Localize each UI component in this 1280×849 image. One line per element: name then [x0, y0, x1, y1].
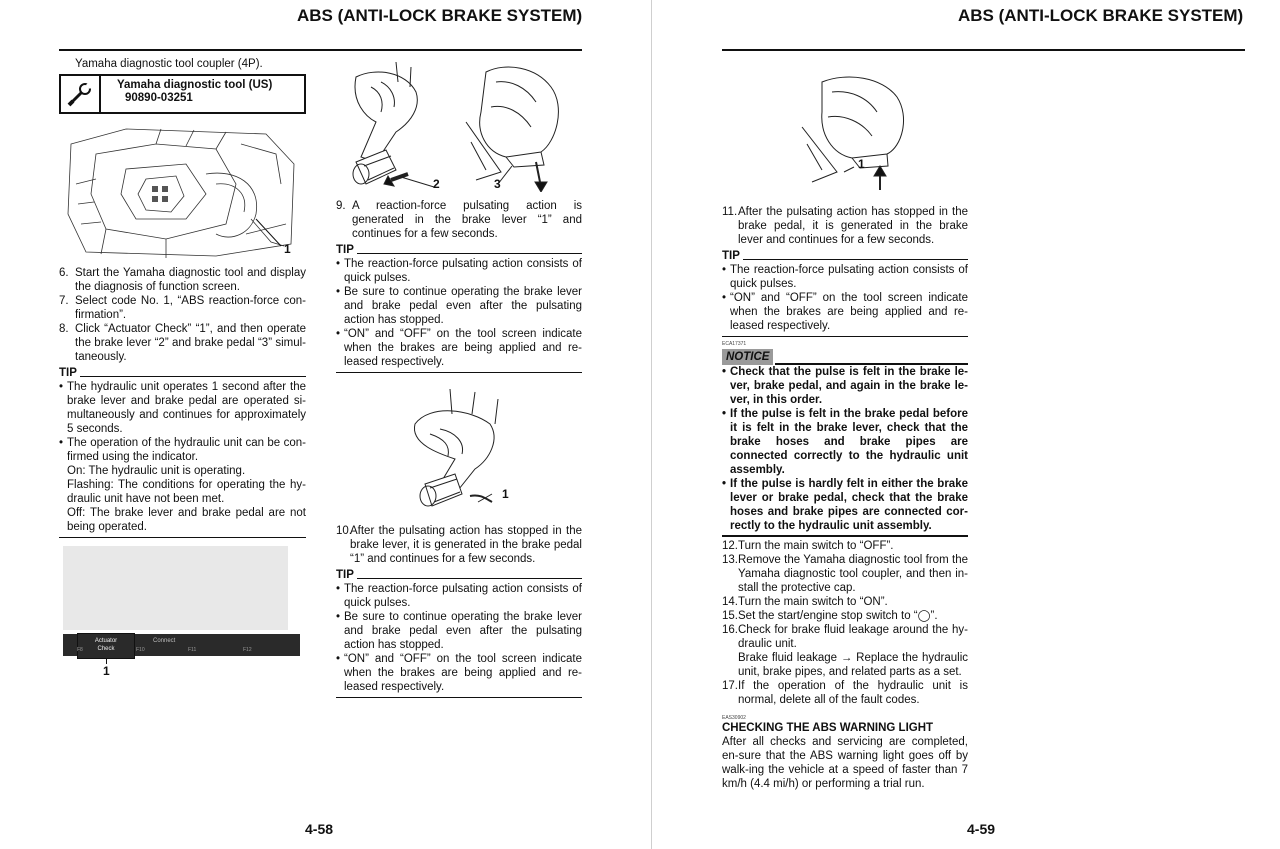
- tip-bullet: • The hydraulic unit operates 1 second after the brake lever and brake pedal are operated si-multaneously and continues for approximately 5 seconds.: [59, 381, 306, 435]
- brake-pedal-illustration: [792, 72, 912, 190]
- left-column-1: [59, 57, 306, 114]
- leak-line: Brake fluid leakage → Replace the hydraulic unit, brake pipes, and related parts as a set.: [738, 652, 968, 678]
- tool-part-number: 90890-03251: [125, 92, 193, 104]
- page-number: 4-59: [967, 821, 996, 837]
- tip-heading: TIP: [336, 568, 582, 582]
- left-steps: [59, 266, 306, 538]
- tip-bullet: • “ON” and “OFF” on the tool screen indicate when the brakes are being applied and re-leased respectively.: [722, 292, 968, 332]
- fkey-f8: F8: [77, 647, 83, 653]
- notice-bullet: • Check that the pulse is felt in the brake le-ver, brake pedal, and again in the brake le-ver, in this order.: [722, 366, 968, 406]
- tip-end-rule: [336, 697, 582, 698]
- step-11: 11. After the pulsating action has stopped in the brake pedal, it is generated in the brake lever and continues for a few seconds.: [722, 206, 968, 246]
- actuator-check-button[interactable]: Actuator Check: [77, 633, 135, 659]
- tip-heading: TIP: [59, 366, 306, 380]
- step-9: 9. A reaction-force pulsating action is generated in the brake lever “1” and continues for a few seconds.: [336, 200, 582, 240]
- notice-code: ECA17371: [722, 341, 747, 347]
- tip-heading: TIP: [336, 243, 582, 257]
- fkey-f10: F10: [136, 647, 145, 653]
- tip-heading: TIP: [722, 249, 968, 263]
- tip-end-rule: [59, 537, 306, 538]
- step-7: 7. Select code No. 1, “ABS reaction-force con-firmation”.: [59, 295, 306, 321]
- indicator-off: Off: The brake lever and brake pedal are not being operated.: [67, 507, 306, 533]
- notice-body: [722, 365, 968, 533]
- tip-bullet: • The reaction-force pulsating action consists of quick pulses.: [336, 258, 582, 284]
- tip-bullet: • The reaction-force pulsating action consists of quick pulses.: [722, 264, 968, 290]
- section-title: CHECKING THE ABS WARNING LIGHT: [722, 722, 934, 734]
- left-column-2-top: [336, 199, 582, 373]
- step-12: 12. Turn the main switch to “OFF”.: [722, 540, 894, 552]
- page-right: [652, 0, 1280, 849]
- tip-bullet: • The reaction-force pulsating action consists of quick pulses.: [336, 583, 582, 609]
- tip-end-rule: [722, 336, 968, 337]
- left-column-2-bottom: [336, 524, 582, 698]
- brake-lever-illustration: [400, 384, 520, 514]
- indicator-on: On: The hydraulic unit is operating.: [67, 465, 246, 477]
- tip-bullet: • The operation of the hydraulic unit can be con-firmed using the indicator.: [59, 437, 306, 463]
- step-10: 10. After the pulsating action has stopped in the brake lever, it is generated in the brake pedal “1” and continues for a few seconds.: [336, 525, 582, 565]
- fig1-callout-1: 1: [284, 242, 291, 256]
- indicator-flashing: Flashing: The conditions for operating the hy-draulic unit have not been met.: [67, 479, 306, 505]
- step-15: 15. Set the start/engine stop switch to “◯”.: [722, 610, 938, 622]
- notice-bullet: • If the pulse is felt in the brake pedal before it is felt in the brake lever, check that the brake hoses and brake pipes are connected correctly to the hydraulic unit assembly.: [722, 408, 968, 476]
- fig2-callout-1: 1: [502, 487, 509, 501]
- fig-callout-2: 2: [433, 177, 440, 191]
- wrench-icon: [61, 76, 101, 112]
- screen-callout-1: 1: [103, 664, 110, 678]
- step-17: 17. If the operation of the hydraulic unit is normal, delete all of the fault codes.: [722, 680, 968, 706]
- title-rule: [722, 49, 1245, 51]
- coupler-line: Yamaha diagnostic tool coupler (4P).: [75, 58, 263, 70]
- step-16: 16. Check for brake fluid leakage around the hy-draulic unit.: [722, 624, 968, 650]
- fkey-f12: F12: [243, 647, 252, 653]
- tip-bullet: • “ON” and “OFF” on the tool screen indicate when the brakes are being applied and re-leased respectively.: [336, 328, 582, 368]
- fig-callout-1: 1: [858, 157, 865, 171]
- step-14: 14. Turn the main switch to “ON”.: [722, 596, 888, 608]
- right-column: [722, 205, 968, 791]
- tool-screen-figure: [63, 546, 300, 680]
- coupler-illustration: [66, 124, 298, 260]
- section-text: After all checks and servicing are completed, en-sure that the ABS warning light goes off by walk-ing the vehicle at a speed of faster than 7 km/h (4.4 mi/h) or performing a trial run.: [722, 736, 968, 790]
- fig-callout-3: 3: [494, 177, 501, 191]
- page-title: ABS (ANTI-LOCK BRAKE SYSTEM): [958, 6, 1244, 25]
- connect-button[interactable]: Connect: [153, 638, 176, 644]
- fkey-f11: F11: [188, 647, 197, 653]
- tip-bullet: • “ON” and “OFF” on the tool screen indicate when the brakes are being applied and re-leased respectively.: [336, 653, 582, 693]
- step-6: 6. Start the Yamaha diagnostic tool and display the diagnosis of function screen.: [59, 267, 306, 293]
- step-8: 8. Click “Actuator Check” “1”, and then operate the brake lever “2” and brake pedal “3” simul-taneously.: [59, 323, 306, 363]
- title-rule: [59, 49, 582, 51]
- step-13: 13. Remove the Yamaha diagnostic tool from the Yamaha diagnostic tool coupler, and then in-stall the protective cap.: [722, 554, 968, 594]
- page-number: 4-58: [305, 821, 334, 837]
- tip-bullet: • Be sure to continue operating the brake lever and brake pedal even after the pulsating action has stopped.: [336, 286, 582, 326]
- tip-end-rule: [336, 372, 582, 373]
- page-title: ABS (ANTI-LOCK BRAKE SYSTEM): [297, 6, 583, 25]
- tool-screen-area: [63, 546, 288, 630]
- notice-badge: NOTICE: [722, 349, 773, 365]
- notice-heading: [722, 349, 968, 365]
- notice-end-rule: [722, 535, 968, 537]
- notice-bullet: • If the pulse is hardly felt in either the brake lever or brake pedal, check that the brake hoses and brake pipes are connected cor-rectly to the hydraulic unit assembly.: [722, 478, 968, 532]
- lever-and-pedal-illustration: [336, 62, 582, 192]
- section-code: EAS30902: [722, 715, 746, 721]
- tip-bullet: • Be sure to continue operating the brake lever and brake pedal even after the pulsating action has stopped.: [336, 611, 582, 651]
- tool-box: [59, 74, 306, 114]
- tool-name: Yamaha diagnostic tool (US): [117, 79, 273, 91]
